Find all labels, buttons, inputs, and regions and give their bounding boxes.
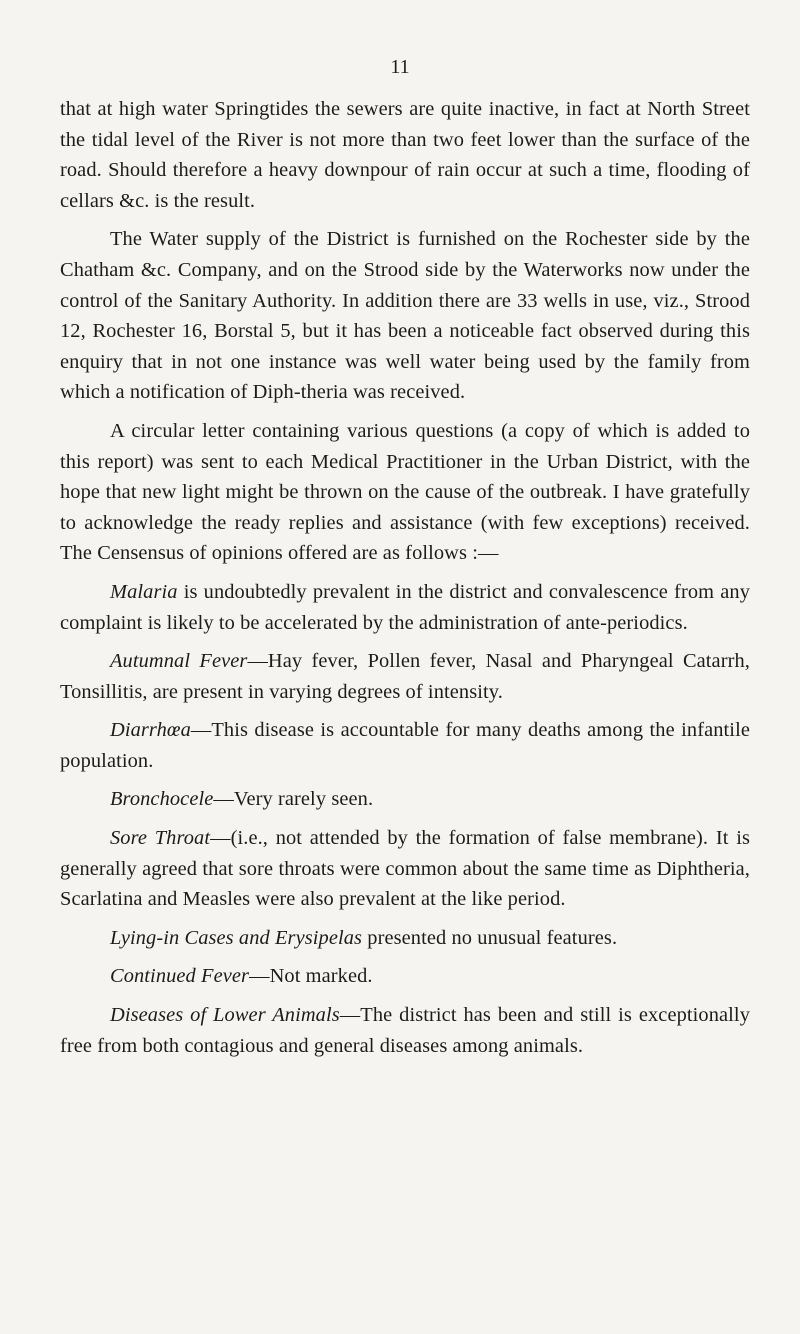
paragraph-bronchocele (60, 784, 750, 815)
paragraph-circular-letter (60, 416, 750, 569)
body-text (60, 94, 750, 1069)
paragraph-continued-fever (60, 961, 750, 992)
term-bronchocele: Bronchocele (110, 788, 214, 811)
paragraph-water-supply (60, 224, 750, 408)
page-number: 11 (390, 56, 410, 78)
paragraph-text: A circular letter containing various questions (a copy of which is added to this report) was sent to each Medical Practitioner in the Urban District, with the hope that new light might be thrown on the cause of the outbreak. I have gratefully to acknowledge the ready replies and assistance (with few exceptions) received. The Censensus of opinions offered are as follows :— (60, 419, 750, 565)
paragraph-malaria (60, 577, 750, 638)
paragraph-text: —Very rarely seen. (213, 788, 374, 811)
term-continued-fever: Continued Fever (110, 965, 250, 988)
paragraph-text: —This disease is accountable for many deaths among the infantile population. (60, 719, 750, 772)
paragraph-lower-animals (60, 1000, 750, 1061)
term-malaria: Malaria (110, 580, 178, 603)
paragraph-text: —(i.e., not attended by the formation of false membrane). It is generally agreed that sore throats were common about the same time as Diphtheria, Scarlatina and Measles were also prevalent at the like period. (60, 827, 750, 911)
paragraph-text: presented no unusual features. (362, 926, 618, 949)
term-lower-animals: Diseases of Lower Animals (110, 1004, 340, 1027)
term-diarrhoea: Diarrhœa (110, 719, 191, 742)
paragraph-sewers (60, 94, 750, 216)
paragraph-text: The Water supply of the District is furnished on the Rochester side by the Chatham &c. Company, and on the Strood side by the Waterworks now under the control of the Sanitary Authority. In addition there are 33 wells in use, viz., Strood 12, Rochester 16, Borstal 5, but it has been a noticeable fact observed during this enquiry that in not one instance was well water being used by the family from which a notification of Diph-theria was received. (60, 228, 750, 404)
paragraph-autumnal-fever (60, 646, 750, 707)
term-autumnal-fever: Autumnal Fever (110, 650, 248, 673)
term-sore-throat: Sore Throat (110, 827, 211, 850)
paragraph-text: —Not marked. (249, 965, 373, 988)
paragraph-text: is undoubtedly prevalent in the district and convalescence from any complaint is likely to be accelerated by the administration of ante-periodics. (60, 580, 750, 634)
paragraph-diarrhoea (60, 715, 750, 776)
paragraph-lying-in (60, 923, 750, 954)
paragraph-text: that at high water Springtides the sewers are quite inactive, in fact at North Street the tidal level of the River is not more than two feet lower than the surface of the road. Should therefore a heavy downpour of rain occur at such a time, flooding of cellars &c. is the result. (60, 98, 750, 212)
term-lying-in: Lying-in Cases and Erysipelas (110, 926, 363, 949)
paragraph-sore-throat (60, 823, 750, 915)
paragraph-text: —The district has been and still is exceptionally free from both contagious and general diseases among animals. (60, 1004, 750, 1057)
paragraph-text: —Hay fever, Pollen fever, Nasal and Pharyngeal Catarrh, Tonsillitis, are present in varying degrees of intensity. (60, 650, 750, 703)
